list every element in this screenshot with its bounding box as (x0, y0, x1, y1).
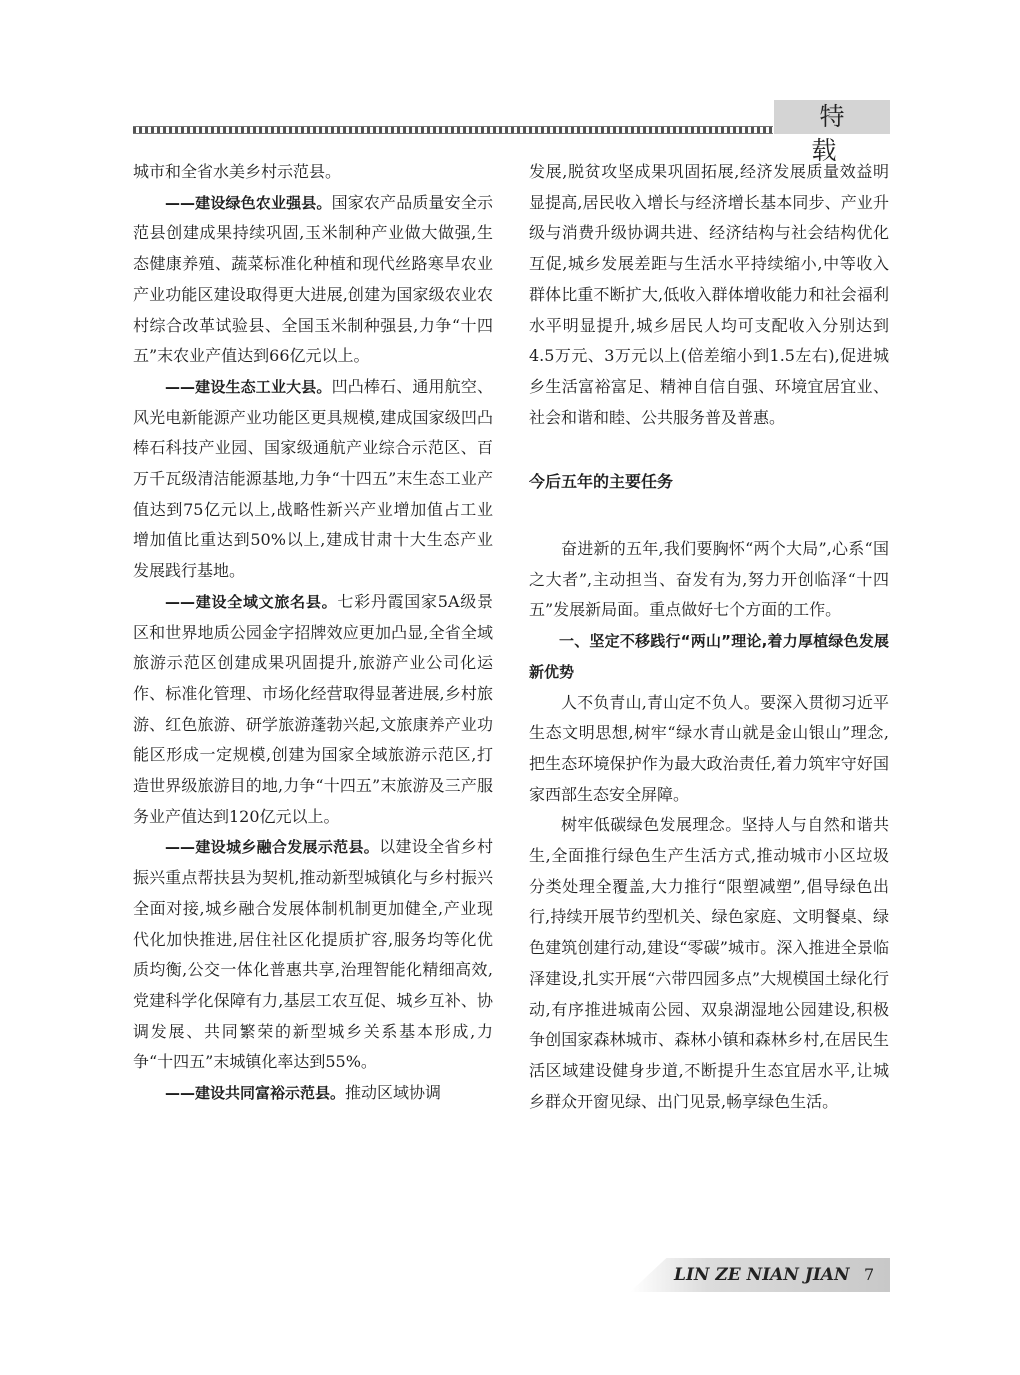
right-column (529, 157, 889, 1117)
paragraph-body: 凹凸棒石、通用航空、风光电新能源产业功能区更具规模,建成国家级凹凸棒石科技产业园、国家级通航产业综合示范区、百万千瓦级清洁能源基地,力争“十四五”末生态工业产值达到75亿元以上,战略性新兴产业增加值占工业增加值比重达到50%以上,建成甘肃十大生态产业发展践行基地。 (133, 376, 493, 581)
section-heading: 今后五年的主要任务 (529, 472, 674, 492)
paragraph-lead: ——建设绿色农业强县。 (165, 193, 332, 212)
paragraph-body: 国家农产品质量安全示范县创建成果持续巩固,玉米制种产业做大做强,生态健康养殖、蔬菜标准化种植和现代丝路寒旱农业产业功能区建设取得更大进展,创建为国家级农业农村综合改革试验县、全国玉米制种强县,力争“十四五”末农业产值达到66亿元以上。 (133, 192, 493, 366)
paragraph: 树牢低碳绿色发展理念。坚持人与自然和谐共生,全面推行绿色生产生活方式,推动城市小区垃圾分类处理全覆盖,大力推行“限塑减塑”,倡导绿色出行,持续开展节约型机关、绿色家庭、文明餐桌、绿色建筑创建行动,建设“零碳”城市。深入推进全景临泽建设,扎实开展“六带四园多点”大规模国土绿化行动,有序推进城南公园、双泉湖湿地公园建设,积极争创国家森林城市、森林小镇和森林乡村,在居民生活区域建设健身步道,不断提升生态宜居水平,让城乡群众开窗见绿、出门见景,畅享绿色生活。 (529, 815, 889, 1111)
subsection-heading: 一、坚定不移践行“两山”理论,着力厚植绿色发展新优势 (529, 632, 889, 681)
paragraph: 人不负青山,青山定不负人。要深入贯彻习近平生态文明思想,树牢“绿水青山就是金山银山”理念,把生态环境保护作为最大政治责任,着力筑牢守好国家西部生态安全屏障。 (529, 692, 889, 804)
paragraph-lead: ——建设生态工业大县。 (165, 377, 332, 396)
paragraph (133, 832, 493, 1078)
paragraph (133, 1078, 493, 1109)
header-dotted-rule (133, 126, 773, 134)
paragraph (133, 587, 493, 833)
paragraph-body: 七彩丹霞国家5A级景区和世界地质公园金字招牌效应更加凸显,全省全域旅游示范区创建成果巩固提升,旅游产业公司化运作、标准化管理、市场化经营取得显著进展,乡村旅游、红色旅游、研学旅游蓬勃兴起,文旅康养产业功能区形成一定规模,创建为国家全域旅游示范区,打造世界级旅游目的地,力争“十四五”末旅游及三产服务业产值达到120亿元以上。 (133, 591, 493, 826)
left-column (133, 157, 493, 1109)
page-number: 7 (864, 1265, 875, 1284)
footer-journal-name: LIN ZE NIAN JIAN (674, 1265, 850, 1285)
paragraph: 城市和全省水美乡村示范县。 (133, 162, 342, 181)
paragraph: 奋进新的五年,我们要胸怀“两个大局”,心系“国之大者”,主动担当、奋发有为,努力开创临泽“十四五”发展新局面。重点做好七个方面的工作。 (529, 539, 889, 620)
paragraph-body: 推动区域协调 (345, 1083, 442, 1103)
paragraph (133, 188, 493, 372)
paragraph-body: 以建设全省乡村振兴重点帮扶县为契机,推动新型城镇化与乡村振兴全面对接,城乡融合发展体制机制更加健全,产业现代化加快推进,居住社区化提质扩容,服务均等化优质均衡,公交一体化普惠共享,治理智能化精细高效,党建科学化保障有力,基层工农互促、城乡互补、协调发展、共同繁荣的新型城乡关系基本形成,力争“十四五”末城镇化率达到55%。 (133, 837, 493, 1072)
section-label: 特 载 (774, 100, 890, 134)
paragraph (133, 372, 493, 587)
paragraph-lead: ——建设全域文旅名县。 (165, 592, 338, 611)
paragraph: 发展,脱贫攻坚成果巩固拓展,经济发展质量效益明显提高,居民收入增长与经济增长基本同步、产业升级与消费升级协调共进、经济结构与社会结构优化互促,城乡发展差距与生活水平持续缩小,中等收入群体比重不断扩大,低收入群体增收能力和社会福利水平明显提升,城乡居民人均可支配收入分别达到4.5万元、3万元以上(倍差缩小到1.5左右),促进城乡生活富裕富足、精神自信自强、环境宜居宜业、社会和谐和睦、公共服务普及普惠。 (529, 162, 889, 427)
paragraph-lead: ——建设城乡融合发展示范县。 (165, 838, 380, 857)
paragraph-lead: ——建设共同富裕示范县。 (165, 1084, 346, 1103)
